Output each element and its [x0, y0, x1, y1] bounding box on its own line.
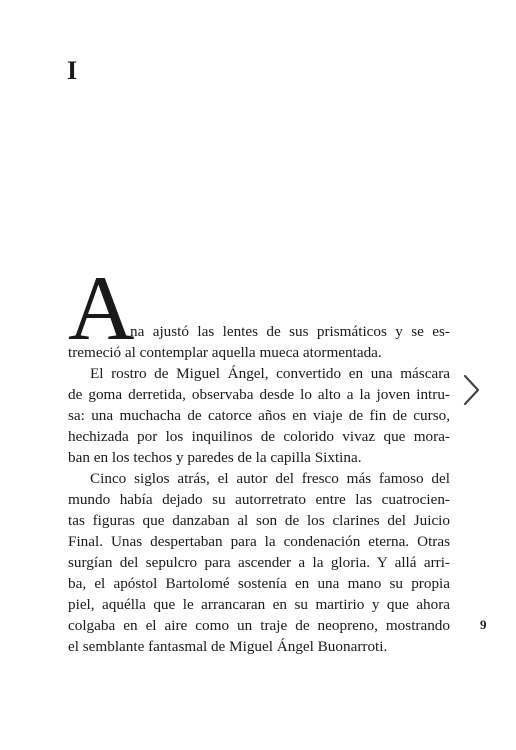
- text-line: tremeció al contemplar aquella mueca atormentada.: [68, 344, 382, 361]
- page-number: 9: [480, 617, 487, 632]
- text-line: sa: una muchacha de catorce años en viaje de fin de curso,: [68, 407, 450, 424]
- text-line: Cinco siglos atrás, el autor del fresco más famoso del: [90, 470, 450, 487]
- text-line: piel, aquélla que le arrancaran en su martirio y que ahora: [68, 596, 450, 613]
- text-line: na ajustó las lentes de sus prismáticos y se es-: [130, 323, 450, 340]
- text-line: de goma derretida, observaba desde lo alto a la joven intru-: [68, 386, 450, 403]
- text-line: el semblante fantasmal de Miguel Ángel Buonarroti.: [68, 638, 388, 655]
- drop-cap: A: [68, 257, 135, 359]
- next-page-button[interactable]: [461, 373, 483, 407]
- text-line: mundo había dejado su autorretrato entre las cuatrocien-: [68, 491, 450, 508]
- text-line: El rostro de Miguel Ángel, convertido en una máscara: [90, 365, 450, 382]
- text-line: colgaba en el aire como un traje de neopreno, mostrando: [68, 617, 450, 634]
- text-line: ban en los techos y paredes de la capilla Sixtina.: [68, 449, 362, 466]
- chapter-heading: I: [67, 56, 78, 85]
- text-line: Final. Unas despertaban para la condenación eterna. Otras: [68, 533, 450, 550]
- text-line: hechizada por los inquilinos de colorido vivaz que mora-: [68, 428, 450, 445]
- text-line: tas figuras que danzaban al son de los clarines del Juicio: [68, 512, 450, 529]
- text-line: surgían del sepulcro para ascender a la gloria. Y allá arri-: [68, 554, 450, 571]
- text-line: ba, el apóstol Bartolomé sostenía en una mano su propia: [68, 575, 450, 592]
- chevron-right-icon: [461, 373, 483, 407]
